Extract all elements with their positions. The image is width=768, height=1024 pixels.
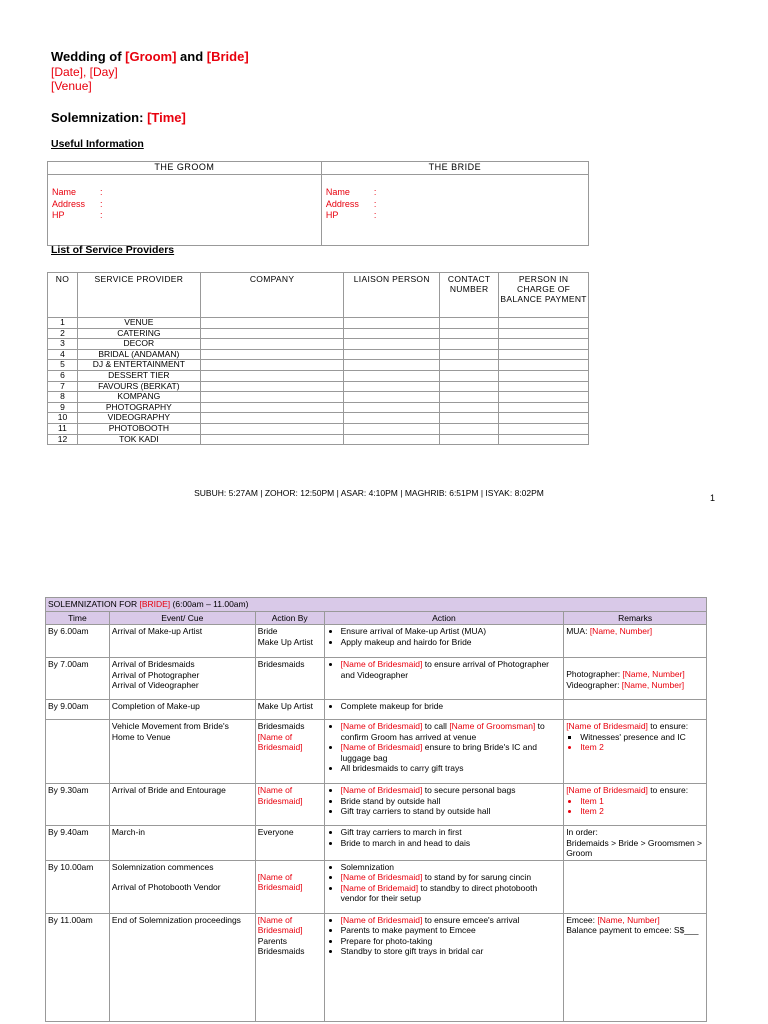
event-cell (109, 658, 255, 700)
title-and: and (176, 49, 207, 64)
table-row (48, 370, 589, 381)
table-row (46, 658, 707, 700)
action-placeholder: [Name of Groomsman] (449, 721, 536, 731)
row-number: 1 (48, 318, 78, 329)
company-cell (200, 328, 344, 339)
colon: : (100, 198, 103, 209)
contact-cell (440, 360, 499, 371)
remarks-cell (564, 784, 707, 826)
liaison-cell (344, 318, 440, 329)
table-row (48, 381, 589, 392)
table-row (46, 720, 707, 784)
company-cell (200, 392, 344, 403)
action-item: • Solemnization (341, 862, 562, 873)
remark-item: • Item 1 (580, 796, 704, 807)
action-item (341, 915, 562, 926)
remark-label: MUA: (566, 626, 590, 636)
table-row (48, 423, 589, 434)
remark-item: ▪ Witnesses' presence and IC (580, 732, 704, 743)
col-company: COMPANY (200, 273, 344, 318)
action-item: • Apply makeup and hairdo for Bride (341, 637, 562, 648)
solemnization-table (45, 597, 707, 1022)
table-row (46, 784, 707, 826)
action-item (341, 742, 562, 763)
col-action-by: Action By (255, 611, 324, 625)
remarks-cell (564, 826, 707, 861)
col-contact: CONTACT NUMBER (440, 273, 499, 318)
contact-cell (440, 413, 499, 424)
service-provider-name: KOMPANG (77, 392, 200, 403)
row-number: 8 (48, 392, 78, 403)
remark-placeholder: [Name of Bridesmaid] (566, 721, 648, 731)
colon: : (373, 210, 377, 220)
service-provider-name: TOK KADI (77, 434, 200, 445)
contact-cell (440, 402, 499, 413)
balance-payment-cell (499, 434, 589, 445)
schedule-title-bride: [BRIDE] (139, 599, 171, 609)
liaison-cell (344, 349, 440, 360)
action-cell (324, 700, 564, 720)
company-cell (200, 349, 344, 360)
action-cell (324, 784, 564, 826)
date-line: [Date], [Day] (51, 65, 118, 79)
row-number: 11 (48, 423, 78, 434)
action-cell (324, 625, 564, 658)
remark-placeholder: [Name of Bridesmaid] (566, 785, 648, 795)
contact-cell (440, 434, 499, 445)
row-number: 7 (48, 381, 78, 392)
bride-header: THE BRIDE (321, 162, 588, 175)
schedule-title (46, 598, 707, 612)
col-service-provider: SERVICE PROVIDER (77, 273, 200, 318)
liaison-cell (344, 328, 440, 339)
action-placeholder: [Name of Bridesmaid] (340, 659, 423, 669)
contact-cell (440, 328, 499, 339)
event-item: Arrival of Photographer (111, 669, 200, 680)
balance-payment-cell (499, 339, 589, 350)
time-cell: By 10.00am (46, 860, 110, 913)
contact-cell (440, 349, 499, 360)
action-item (341, 659, 562, 680)
bride-placeholder: [Bride] (206, 49, 249, 64)
event-item: Arrival of Photobooth Vendor (111, 882, 221, 892)
liaison-cell (344, 360, 440, 371)
liaison-cell (344, 381, 440, 392)
bride-name-label: Name (325, 187, 350, 197)
contact-cell (440, 339, 499, 350)
remark-text: Balance payment to emcee: S$___ (566, 925, 699, 935)
balance-payment-cell (499, 402, 589, 413)
remark-item: • Item 2 (580, 742, 704, 753)
service-providers-table (47, 272, 589, 445)
row-number: 10 (48, 413, 78, 424)
action-by-cell (255, 720, 324, 784)
balance-payment-cell (499, 360, 589, 371)
col-balance-payment: PERSON IN CHARGE OF BALANCE PAYMENT (499, 273, 589, 318)
event-cell: March-in (109, 826, 255, 861)
bride-details (321, 175, 588, 246)
table-row (48, 402, 589, 413)
action-cell (324, 826, 564, 861)
action-item: • Bride to march in and head to dais (341, 838, 562, 849)
col-time: Time (46, 611, 110, 625)
action-by-item: Bride (257, 626, 278, 636)
groom-bride-table (47, 161, 589, 246)
table-row (48, 413, 589, 424)
liaison-cell (344, 423, 440, 434)
remark-placeholder: [Name, Number] (589, 626, 653, 636)
remark-placeholder: [Name, Number] (597, 914, 660, 925)
liaison-cell (344, 339, 440, 350)
action-item: • Parents to make payment to Emcee (341, 925, 562, 936)
groom-placeholder: [Groom] (125, 49, 177, 64)
action-by-cell (255, 625, 324, 658)
liaison-cell (344, 392, 440, 403)
time-cell: By 9.40am (46, 826, 110, 861)
event-cell: Arrival of Bride and Entourage (109, 784, 255, 826)
balance-payment-cell (499, 392, 589, 403)
balance-payment-cell (499, 318, 589, 329)
bride-hp-label: HP (325, 210, 339, 220)
useful-info-heading: Useful Information (51, 138, 144, 150)
remark-label: Videographer: (566, 679, 622, 690)
remarks-cell (564, 913, 707, 1021)
company-cell (200, 423, 344, 434)
event-item: Arrival of Bridesmaids (111, 659, 195, 669)
table-row (46, 826, 707, 861)
col-action: Action (324, 611, 564, 625)
service-provider-name: DJ & ENTERTAINMENT (77, 360, 200, 371)
action-item (341, 872, 562, 883)
service-providers-heading: List of Service Providers (51, 244, 175, 256)
action-placeholder: [Name of Bridesmaid] (340, 872, 423, 882)
venue-line: [Venue] (51, 79, 92, 93)
row-number: 9 (48, 402, 78, 413)
remark-placeholder: [Name, Number] (622, 669, 685, 679)
action-text: ensure to bring Bride's IC and luggage bag (340, 742, 537, 763)
event-cell (109, 860, 255, 913)
action-by-placeholder: [Name of Bridesmaid] (257, 914, 303, 935)
row-number: 3 (48, 339, 78, 350)
action-by-cell: Make Up Artist (255, 700, 324, 720)
remark-text: Bridemaids > Bride > Groomsmen > Groom (566, 837, 703, 858)
bride-address-label: Address (325, 198, 359, 209)
colon: : (100, 210, 103, 220)
action-by-cell (255, 913, 324, 1021)
balance-payment-cell (499, 349, 589, 360)
company-cell (200, 413, 344, 424)
remarks-cell (564, 658, 707, 700)
remarks-cell (564, 625, 707, 658)
action-by-cell: Everyone (255, 826, 324, 861)
company-cell (200, 318, 344, 329)
action-item: • Gift tray carriers to march in first (341, 827, 562, 838)
liaison-cell (344, 370, 440, 381)
contact-cell (440, 318, 499, 329)
col-remarks: Remarks (564, 611, 707, 625)
solemnization-label: Solemnization: (51, 110, 148, 125)
action-cell (324, 658, 564, 700)
action-by-item: Bridesmaids (257, 946, 305, 956)
company-cell (200, 434, 344, 445)
action-item: • Prepare for photo-taking (341, 936, 562, 947)
action-by-placeholder: [Name of Bridesmaid] (257, 731, 303, 752)
col-no: NO (48, 273, 78, 318)
company-cell (200, 381, 344, 392)
action-item (341, 785, 562, 796)
balance-payment-cell (499, 413, 589, 424)
time-cell: By 9.30am (46, 784, 110, 826)
company-cell (200, 339, 344, 350)
remark-label: Photographer: (566, 669, 623, 679)
row-number: 2 (48, 328, 78, 339)
table-row (48, 339, 589, 350)
action-item: • Standby to store gift trays in bridal car (341, 946, 562, 957)
table-row (48, 392, 589, 403)
remark-placeholder: [Name, Number] (621, 679, 685, 690)
remarks-cell (564, 720, 707, 784)
action-item: • Complete makeup for bride (341, 701, 562, 712)
time-cell: By 9.00am (46, 700, 110, 720)
table-row (46, 700, 707, 720)
time-cell: By 11.00am (46, 913, 110, 1021)
liaison-cell (344, 413, 440, 424)
time-cell: By 6.00am (46, 625, 110, 658)
row-number: 4 (48, 349, 78, 360)
service-provider-name: FAVOURS (BERKAT) (77, 381, 200, 392)
service-provider-name: VENUE (77, 318, 200, 329)
groom-address-label: Address (52, 198, 86, 209)
table-row (48, 318, 589, 329)
action-by-cell (255, 860, 324, 913)
contact-cell (440, 423, 499, 434)
action-by-item: Parents (257, 935, 287, 946)
schedule-title-suffix: (6:00am – 11.00am) (170, 599, 249, 609)
colon: : (373, 187, 377, 197)
event-cell: Arrival of Make-up Artist (109, 625, 255, 658)
action-by-placeholder: [Name of Bridesmaid] (257, 871, 303, 892)
remarks-cell (564, 700, 707, 720)
company-cell (200, 370, 344, 381)
action-item: • Ensure arrival of Make-up Artist (MUA) (341, 626, 562, 637)
table-row (46, 913, 707, 1021)
service-provider-name: BRIDAL (ANDAMAN) (77, 349, 200, 360)
col-liaison: LIAISON PERSON (344, 273, 440, 318)
table-row (48, 360, 589, 371)
action-by-item: Make Up Artist (257, 636, 313, 647)
remark-text: to ensure: (647, 785, 689, 795)
company-cell (200, 402, 344, 413)
col-event: Event/ Cue (109, 611, 255, 625)
action-cell (324, 913, 564, 1021)
action-text: to stand by for sarung cincin (422, 872, 532, 882)
table-row (48, 349, 589, 360)
remark-text: to ensure: (647, 721, 689, 731)
groom-details (48, 175, 322, 246)
remarks-cell (564, 860, 707, 913)
title-prefix: Wedding of (51, 49, 126, 64)
groom-hp-label: HP (52, 210, 65, 220)
action-text: to ensure emcee's arrival (422, 914, 520, 925)
colon: : (373, 198, 377, 209)
service-provider-name: VIDEOGRAPHY (77, 413, 200, 424)
action-item (341, 721, 562, 742)
action-by-cell: [Name of Bridesmaid] (255, 784, 324, 826)
event-item: Solemnization commences (111, 861, 214, 872)
action-placeholder: [Name of Bridesmaid] (340, 785, 423, 795)
event-cell: Completion of Make-up (109, 700, 255, 720)
time-cell: By 7.00am (46, 658, 110, 700)
balance-payment-cell (499, 423, 589, 434)
service-provider-name: PHOTOGRAPHY (77, 402, 200, 413)
action-text: to secure personal bags (422, 785, 516, 795)
action-item: • Bride stand by outside hall (341, 796, 562, 807)
colon: : (100, 187, 103, 197)
action-placeholder: [Name of Bridesmaid] (340, 742, 423, 752)
wedding-title (51, 49, 249, 64)
liaison-cell (344, 434, 440, 445)
event-cell: End of Solemnization proceedings (109, 913, 255, 1021)
action-text: to call (422, 721, 450, 731)
action-item: • All bridesmaids to carry gift trays (341, 763, 562, 774)
action-placeholder: [Name of Bridemaid] (340, 882, 419, 893)
action-cell (324, 720, 564, 784)
table-row (48, 328, 589, 339)
action-placeholder: [Name of Bridesmaid] (340, 721, 423, 731)
row-number: 12 (48, 434, 78, 445)
schedule-title-prefix: SOLEMNIZATION FOR (48, 599, 140, 609)
balance-payment-cell (499, 370, 589, 381)
service-provider-name: DESSERT TIER (77, 370, 200, 381)
remark-label: Emcee: (566, 914, 598, 925)
groom-name-label: Name (52, 187, 77, 197)
prayer-times: SUBUH: 5:27AM | ZOHOR: 12:50PM | ASAR: 4:10PM | MAGHRIB: 6:51PM | ISYAK: 8:02PM (194, 488, 544, 498)
row-number: 6 (48, 370, 78, 381)
row-number: 5 (48, 360, 78, 371)
service-provider-name: CATERING (77, 328, 200, 339)
table-row (48, 434, 589, 445)
company-cell (200, 360, 344, 371)
contact-cell (440, 370, 499, 381)
action-text: to standby to direct photobooth vendor for their setup (340, 882, 538, 903)
action-text: to confirm Groom has arrived at venue (340, 721, 545, 742)
groom-header: THE GROOM (48, 162, 322, 175)
remark-text: In order: (566, 827, 598, 837)
action-by-cell: Bridesmaids (255, 658, 324, 700)
service-provider-name: DECOR (77, 339, 200, 350)
time-cell (46, 720, 110, 784)
action-text: to ensure arrival of Photographer and Videographer (340, 659, 550, 680)
action-cell (324, 860, 564, 913)
contact-cell (440, 392, 499, 403)
event-item: Arrival of Videographer (111, 680, 199, 690)
solemnization-time: [Time] (147, 110, 186, 125)
action-placeholder: [Name of Bridesmaid] (340, 914, 423, 925)
table-row (46, 625, 707, 658)
action-item: • Gift tray carriers to stand by outside hall (341, 806, 562, 817)
solemnization-line (51, 110, 186, 125)
remark-item: • Item 2 (580, 806, 704, 817)
balance-payment-cell (499, 381, 589, 392)
liaison-cell (344, 402, 440, 413)
page-number: 1 (710, 493, 716, 503)
event-cell: Vehicle Movement from Bride's Home to Venue (109, 720, 255, 784)
service-provider-name: PHOTOBOOTH (77, 423, 200, 434)
contact-cell (440, 381, 499, 392)
action-item (341, 883, 562, 904)
action-by-item: Bridesmaids (257, 721, 305, 731)
balance-payment-cell (499, 328, 589, 339)
table-row (46, 860, 707, 913)
